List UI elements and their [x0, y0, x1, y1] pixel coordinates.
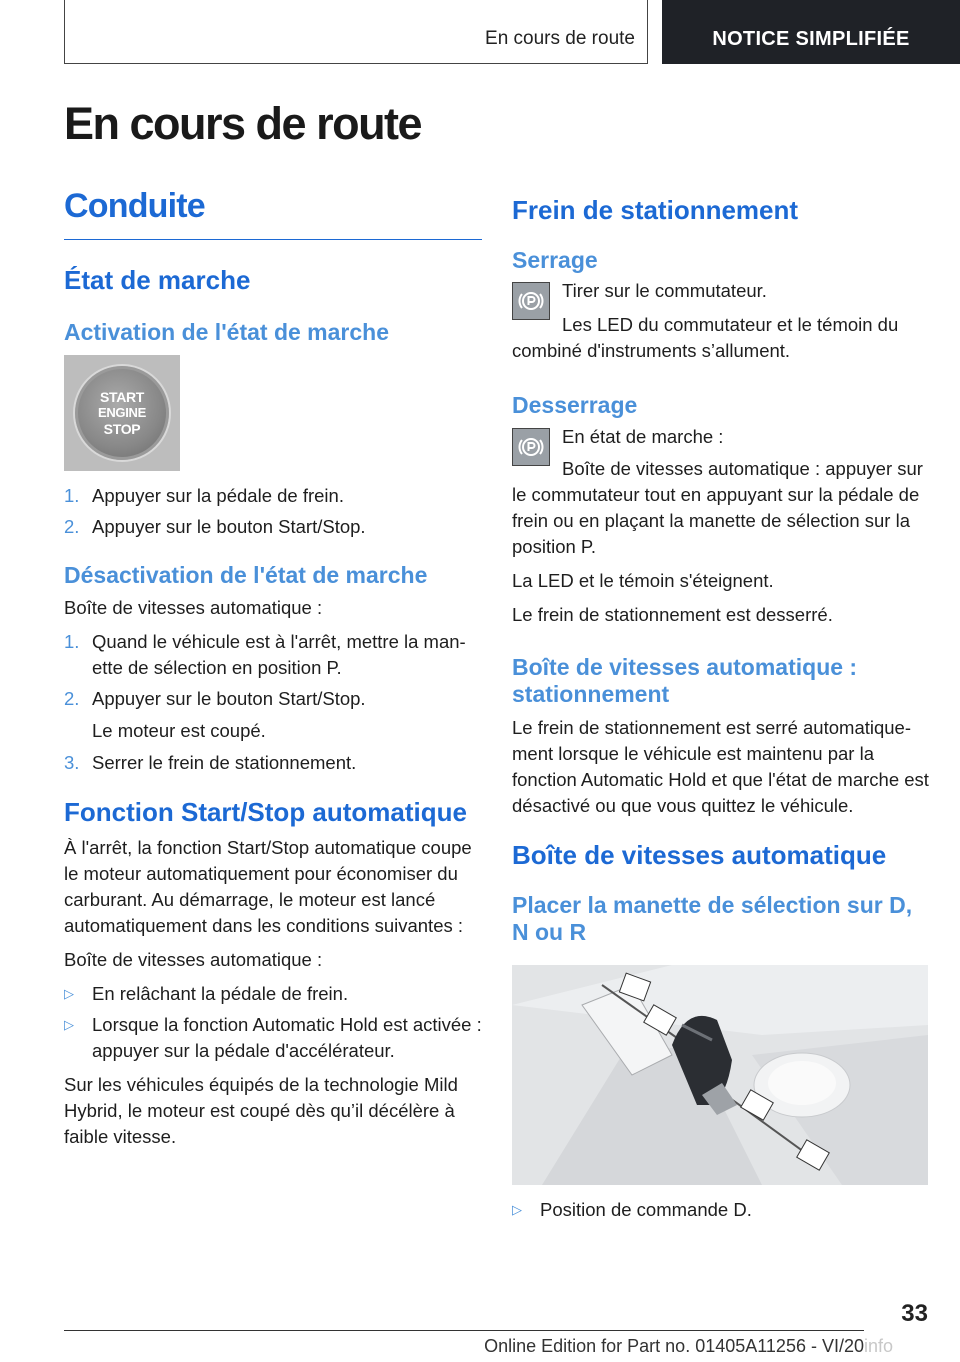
start-stop-button-icon [75, 366, 169, 460]
start-stop-bullets [64, 981, 482, 1064]
parking-brake-icon [512, 428, 550, 466]
heading-activation: Activation de l'état de marche [64, 318, 390, 345]
triangle-bullet-icon: ▷ [64, 1016, 74, 1032]
start-stop-para-1: À l'arrêt, la fonction Start/Stop automatique coupe le moteur automatiquement pour économiser du carburant. Au démarrage, le moteur est lancé automatiquement dans les conditions suivantes : [64, 836, 472, 936]
start-stop-para-3: Sur les véhicules équipés de la technologie Mild Hybrid, le moteur est coupé dès qu’il décélère à faible vitesse. [64, 1073, 458, 1147]
heading-boite-automatique: Boîte de vitesses automatique [512, 839, 887, 870]
list-item [64, 629, 482, 681]
auto-park-text: Le frein de stationnement est serré automatiquement lorsque le véhicule est maintenu par la fonction Automatic Hold et que l'état de marche est désactivé ou que vous quittez le véhicule. [512, 716, 929, 816]
step-number: 1. [64, 484, 80, 506]
heading-serrage: Serrage [512, 246, 598, 273]
heading-desserrage: Desserrage [512, 392, 638, 419]
step-number: 2. [64, 688, 80, 710]
stop-label: STOP [103, 420, 141, 437]
bullet-text: Position de commande D. [540, 1198, 752, 1220]
step-text: Serrer le frein de stationnement. [92, 752, 357, 774]
footer-edition: Online Edition for Part no. 01405A11256 - VI/20 [484, 1336, 864, 1356]
list-item [64, 750, 482, 776]
start-label: START [99, 388, 145, 405]
list-item [512, 1197, 932, 1223]
step-number: 2. [64, 515, 80, 537]
list-item [64, 514, 482, 540]
serrage-block [512, 278, 932, 364]
footer-divider [64, 1330, 864, 1331]
desserrage-line-3: La LED et le témoin s'éteignent. [512, 569, 774, 591]
step-text: Quand le véhicule est à l'arrêt, mettre la manette de sélection en position P. [92, 631, 466, 679]
right-column [512, 188, 932, 1223]
step-text: Appuyer sur la pédale de frein. [92, 484, 344, 506]
list-item [64, 483, 482, 509]
gear-selector-image [512, 965, 928, 1185]
triangle-bullet-icon: ▷ [512, 1201, 522, 1217]
activation-steps [64, 483, 482, 540]
heading-deactivation: Désactivation de l'état de marche [64, 561, 428, 588]
triangle-bullet-icon: ▷ [64, 985, 74, 1001]
left-column [64, 188, 482, 1150]
step-text: Appuyer sur le bouton Start/Stop. [92, 515, 366, 537]
bullet-text: En relâchant la pédale de frein. [92, 982, 349, 1004]
heading-start-stop: Fonction Start/Stop automatique [64, 797, 467, 828]
header-frame [64, 0, 648, 64]
list-item [64, 1012, 482, 1064]
bullet-text: Lorsque la fonction Automatic Hold est activée : appuyer sur la pédale d'accélérateur. [92, 1013, 482, 1061]
header-tab: NOTICE SIMPLIFIÉE [662, 0, 960, 64]
serrage-line-1: Tirer sur le commutateur. [562, 280, 767, 302]
header-section-title: En cours de route [485, 28, 635, 49]
watermark: info [864, 1336, 894, 1356]
deactivation-steps [64, 629, 482, 776]
desserrage-line-4: Le frein de stationnement est desserré. [512, 603, 833, 625]
list-item [64, 686, 482, 712]
engine-label: ENGINE [97, 404, 147, 420]
desserrage-line-1: En état de marche : [562, 425, 724, 447]
start-engine-button-image [64, 355, 180, 471]
heading-placer-manette: Placer la manette de sélection sur D, N ou R [512, 891, 913, 946]
desserrage-line-2: Boîte de vitesses automatique : appuyer sur le commutateur tout en appuyant sur la pédale de frein ou en plaçant la manette de sélection sur la position P. [512, 457, 923, 557]
step-text: Appuyer sur le bouton Start/Stop. [92, 688, 366, 710]
step-note: Le moteur est coupé. [92, 720, 266, 742]
heading-conduite: Conduite [64, 188, 482, 240]
step-number: 1. [64, 631, 80, 653]
page-number: 33 [901, 1300, 928, 1327]
heading-etat-de-marche: État de marche [64, 265, 251, 296]
heading-auto-park: Boîte de vitesses automatique : stationnement [512, 653, 858, 708]
gearbox-bullets [512, 1197, 932, 1223]
desserrage-block [512, 424, 932, 628]
serrage-line-2: Les LED du commutateur et le témoin du combiné d'instruments s’allument. [512, 314, 899, 362]
start-stop-para-2: Boîte de vitesses automatique : [64, 948, 323, 970]
page-title: En cours de route [64, 98, 422, 149]
deactivation-intro: Boîte de vitesses automatique : [64, 597, 323, 619]
step-number: 3. [64, 752, 80, 774]
list-item [64, 981, 482, 1007]
gear-selector-illustration [512, 965, 928, 1185]
heading-frein-stationnement: Frein de stationnement [512, 195, 799, 225]
parking-brake-icon [512, 282, 550, 320]
